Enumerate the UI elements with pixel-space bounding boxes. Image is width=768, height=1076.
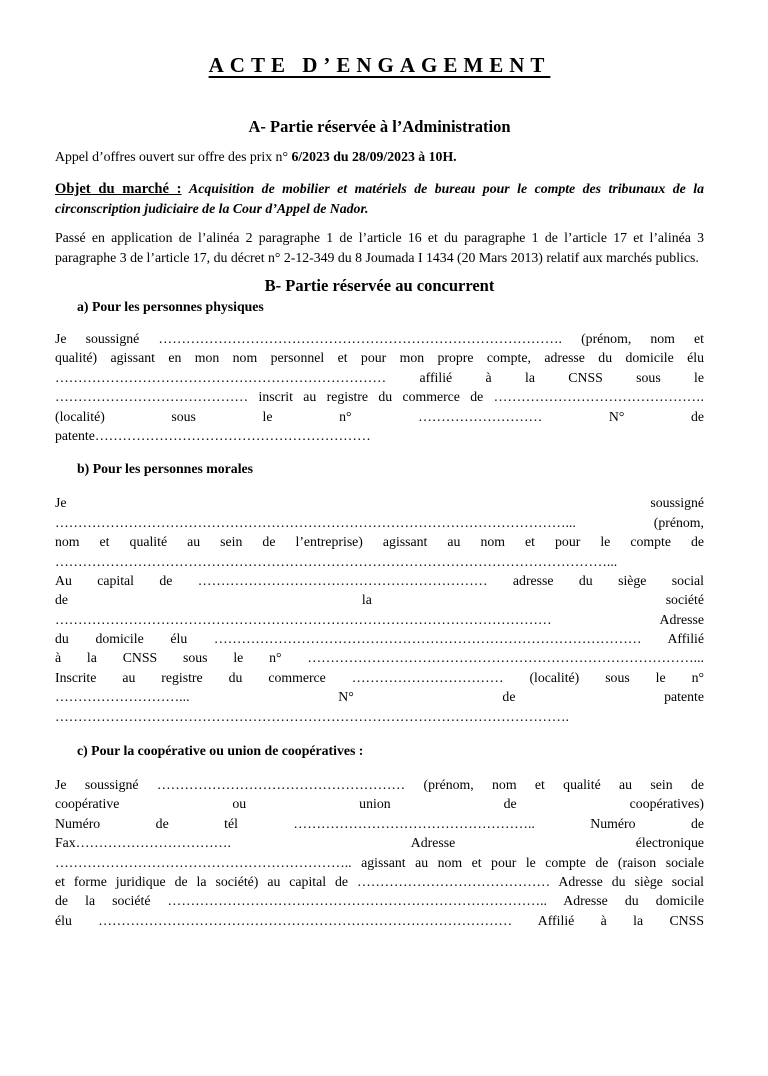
form-line: Numéro de tél …………………………………………….. Numéro de bbox=[55, 815, 704, 831]
form-line: ……………………………………………………………… affilié à la CNSS sous le bbox=[55, 369, 704, 385]
section-a-heading: A- Partie réservée à l’Administration bbox=[248, 117, 511, 136]
document-title: ACTE D’ENGAGEMENT bbox=[208, 53, 551, 77]
form-line: patente…………………………………………………… bbox=[55, 427, 371, 443]
objet-text: Acquisition de mobilier et matériels de bureau pour le compte des tribunaux de la circonscription judiciaire de la Cour d’Appel de Nador. bbox=[55, 181, 704, 216]
form-line: qualité) agissant en mon nom personnel et pour mon propre compte, adresse du domicile élu bbox=[55, 350, 704, 366]
subsection-c-heading: c) Pour la coopérative ou union de coopératives : bbox=[77, 743, 364, 759]
form-line: ……………………………………………………….. agissant au nom et pour le compte de (raison sociale bbox=[55, 854, 704, 870]
appel-offres-line bbox=[55, 147, 704, 167]
subsection-b-heading: b) Pour les personnes morales bbox=[77, 461, 254, 477]
subsection-c-body bbox=[55, 775, 704, 930]
form-line: Je soussigné ……………………………………………………………………………. (prénom, nom et bbox=[55, 331, 704, 346]
form-line: (localité) sous le n° ……………………… N° de bbox=[55, 408, 704, 424]
form-line: …………………………………………………………………………………………………... (prénom, bbox=[55, 514, 704, 530]
appel-number: 6/2023 du 28/09/2023 à 10H. bbox=[291, 149, 457, 164]
form-line: Je soussigné bbox=[55, 495, 704, 511]
passe-paragraph: Passé en application de l’alinéa 2 paragraphe 1 de l’article 16 et du paragraphe 1 de l’article 17 et l’alinéa 3 paragraphe 3 de l’article 17, du décret n° 2-12-349 du 8 Joumada I 1434 (20 Mars 2013) relatif aux marchés publics. bbox=[55, 230, 704, 265]
form-line: du domicile élu ………………………………………………………………………………… Affilié bbox=[55, 631, 704, 647]
form-line: de la société ……………………………………………………………………….. Adresse du domicile bbox=[55, 893, 704, 909]
document-page bbox=[0, 52, 768, 1076]
objet-marche bbox=[55, 179, 704, 219]
form-line: de la société bbox=[55, 592, 704, 608]
form-line: Inscrite au registre du commerce …………………………… (localité) sous le n° bbox=[55, 669, 704, 685]
subsection-b-body bbox=[55, 493, 704, 726]
form-line: ……………………………………………………………………………………………… Adresse bbox=[55, 611, 704, 627]
form-line: à la CNSS sous le n° …………………………………………………………………………... bbox=[55, 650, 704, 666]
form-line: élu ……………………………………………………………………………… Affilié à la CNSS bbox=[55, 912, 704, 928]
subsection-a-heading: a) Pour les personnes physiques bbox=[77, 299, 264, 314]
form-line: ………………………... N° de patente bbox=[55, 689, 704, 705]
objet-label: Objet du marché : bbox=[55, 181, 182, 197]
subsection-a-body bbox=[55, 329, 704, 445]
form-line: et forme juridique de la société) au capital de …………………………………… Adresse du siège social bbox=[55, 873, 704, 889]
form-line: …………………………………………………………………………………………………. bbox=[55, 708, 569, 724]
appel-prefix: Appel d’offres ouvert sur offre des prix n° bbox=[55, 149, 292, 164]
form-line: coopérative ou union de coopératives) bbox=[55, 796, 704, 812]
section-b-heading: B- Partie réservée au concurrent bbox=[264, 276, 495, 295]
form-line: nom et qualité au sein de l’entreprise) agissant au nom et pour le compte de bbox=[55, 534, 704, 550]
form-line: …………………………………………………………………………………………………………... bbox=[55, 553, 618, 569]
form-line: Je soussigné ……………………………………………… (prénom, nom et qualité au sein de bbox=[55, 777, 704, 793]
form-line: Fax……………………………. Adresse électronique bbox=[55, 835, 704, 851]
form-line: Au capital de ……………………………………………………… adresse du siège social bbox=[55, 572, 704, 588]
form-line: …………………………………… inscrit au registre du commerce de ………………………………………. bbox=[55, 389, 704, 405]
